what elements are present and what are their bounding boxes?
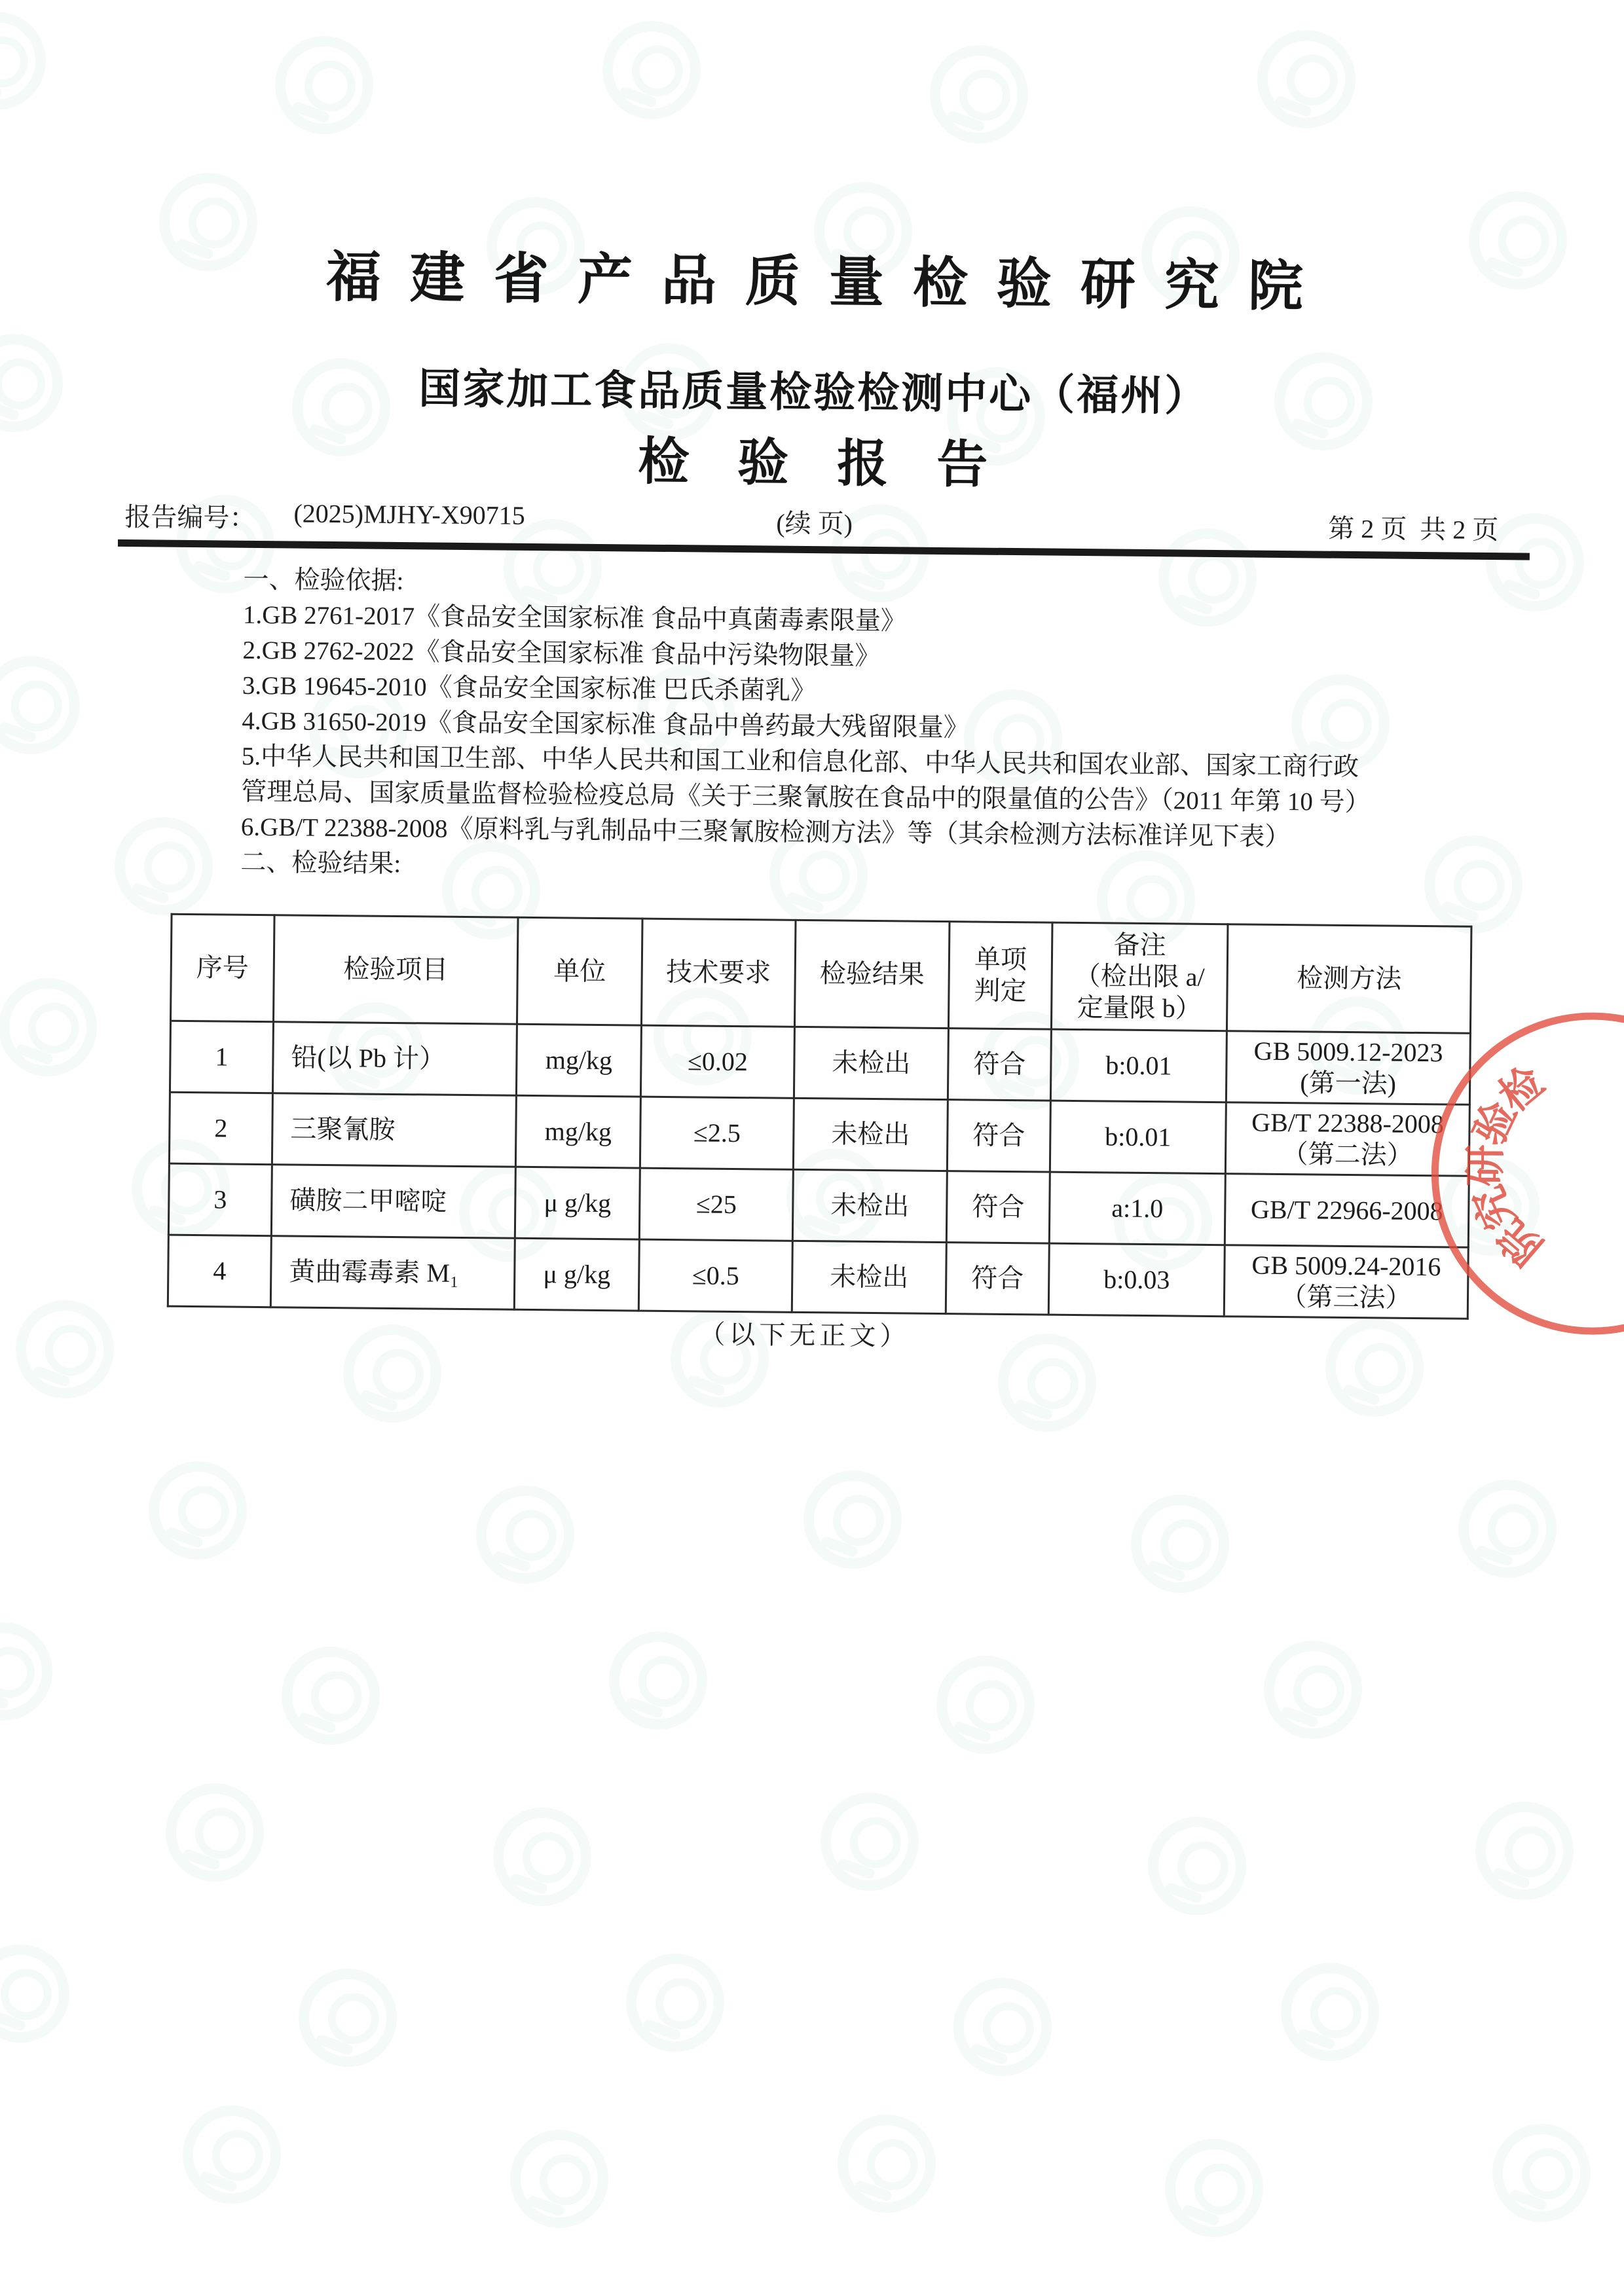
org-title: 福建省产品质量检验研究院 — [325, 247, 1333, 318]
result-cell: 符合 — [946, 1171, 1050, 1244]
result-cell: 符合 — [948, 1029, 1051, 1101]
result-cell: 未检出 — [792, 1169, 947, 1242]
basis-item-4: 4.GB 31650-2019《食品安全国家标准 食品中兽药最大残留限量》 — [242, 706, 969, 742]
section1-heading: 一、检验依据: — [243, 565, 404, 596]
basis-item-5: 5.中华人民共和国卫生部、中华人民共和国工业和信息化部、中华人民共和国农业部、国家工商行政管理总局、国家质量监督检验检疫总局《关于三聚氰胺在食品中的限量值的公告》（2011 年第 10 号） — [241, 742, 1371, 817]
result-cell: 铅(以 Pb 计） — [272, 1022, 517, 1096]
column-header-1: 序号 — [171, 914, 275, 1021]
result-cell: mg/kg — [515, 1095, 640, 1168]
inspection-basis-section — [240, 562, 1386, 892]
continued-page-note: (续 页) — [776, 508, 853, 539]
result-cell: a:1.0 — [1049, 1172, 1225, 1245]
header-divider — [118, 539, 1530, 560]
result-cell: 4 — [168, 1235, 271, 1307]
result-cell: 三聚氰胺 — [272, 1093, 516, 1167]
result-cell: ≤0.5 — [638, 1239, 792, 1312]
result-cell: μ g/kg — [514, 1238, 639, 1311]
result-cell: 未检出 — [792, 1241, 946, 1313]
section2-heading: 二、检验结果: — [240, 848, 401, 879]
result-cell: b:0.01 — [1050, 1029, 1227, 1102]
result-cell: 未检出 — [794, 1027, 948, 1099]
result-cell: GB/T 22388-2008 （第二法） — [1225, 1102, 1469, 1176]
seal-char: 验 — [1465, 1094, 1526, 1152]
column-header-3: 单位 — [517, 917, 642, 1025]
result-cell: 未检出 — [793, 1098, 948, 1171]
center-title: 国家加工食品质量检验检测中心（福州） — [418, 365, 1209, 420]
result-cell: ≤2.5 — [640, 1097, 794, 1169]
column-header-4: 技术要求 — [641, 919, 796, 1027]
column-header-8: 检测方法 — [1227, 924, 1471, 1034]
result-row-3 — [168, 1163, 1469, 1247]
seal-char: 检 — [1490, 1057, 1553, 1121]
report-no-label: 报告编号： — [124, 502, 256, 533]
end-of-text-note: （以下无正文） — [699, 1319, 910, 1351]
result-cell: 3 — [168, 1163, 272, 1236]
table-header-row — [171, 914, 1471, 1033]
result-row-1 — [170, 1021, 1470, 1104]
result-cell: μ g/kg — [515, 1167, 640, 1239]
column-header-7: 备注 （检出限 a/ 定量限 b） — [1051, 922, 1228, 1031]
results-table — [167, 913, 1473, 1320]
page-indicator: 第 2 页 共 2 页 — [1328, 513, 1499, 545]
result-cell: 符合 — [946, 1243, 1049, 1315]
result-cell: 磺胺二甲嘧啶 — [271, 1165, 515, 1239]
basis-item-2: 2.GB 2762-2022《食品安全国家标准 食品中污染物限量》 — [242, 636, 881, 671]
report-no-value: (2025)MJHY-X90715 — [293, 498, 525, 530]
result-cell: b:0.03 — [1048, 1243, 1225, 1317]
result-cell: mg/kg — [516, 1024, 641, 1097]
result-cell: 黄曲霉毒素 M₁ — [270, 1236, 515, 1310]
result-cell: GB 5009.12-2023 (第一法) — [1226, 1031, 1470, 1105]
column-header-2: 检验项目 — [273, 915, 518, 1025]
result-cell: GB/T 22966-2008 — [1225, 1174, 1469, 1248]
seal-char: 研 — [1462, 1144, 1509, 1187]
basis-item-3: 3.GB 19645-2010《食品安全国家标准 巴氏杀菌乳》 — [242, 671, 817, 706]
result-row-2 — [169, 1092, 1469, 1176]
result-cell: 符合 — [947, 1100, 1050, 1173]
column-header-6: 单项 判定 — [948, 922, 1052, 1029]
report-meta-row — [0, 495, 1624, 545]
result-cell: b:0.01 — [1050, 1101, 1226, 1174]
basis-item-6: 6.GB/T 22388-2008《原料乳与乳制品中三聚氰胺检测方法》等（其余检测方法标准详见下表） — [240, 812, 1291, 852]
basis-list — [241, 598, 1386, 856]
seal-char: 院 — [1489, 1211, 1552, 1274]
basis-item-1: 1.GB 2761-2017《食品安全国家标准 食品中真菌毒素限量》 — [242, 600, 907, 636]
result-cell: GB 5009.24-2016 （第三法） — [1224, 1245, 1468, 1319]
result-cell: 2 — [169, 1092, 272, 1165]
result-row-4 — [168, 1235, 1468, 1319]
result-cell: ≤25 — [639, 1168, 793, 1241]
column-header-5: 检验结果 — [794, 920, 950, 1028]
result-cell: 1 — [170, 1021, 273, 1093]
result-cell: ≤0.02 — [640, 1025, 794, 1098]
seal-char: 究 — [1464, 1178, 1524, 1237]
report-title: 检验报告 — [637, 433, 1037, 494]
